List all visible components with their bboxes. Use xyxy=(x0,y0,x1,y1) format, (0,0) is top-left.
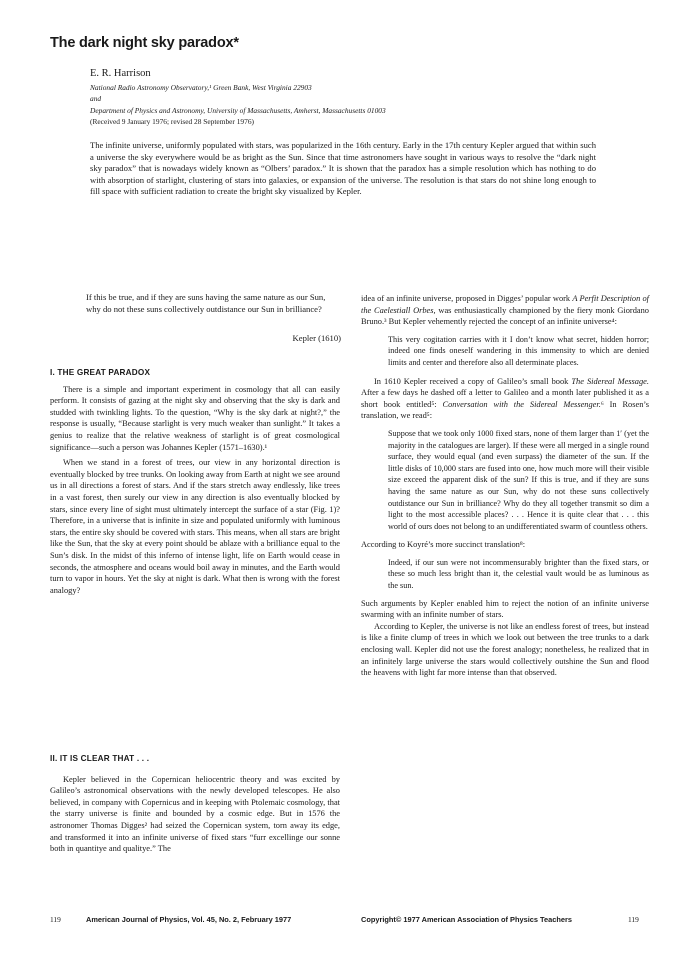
right-p1-rest: was enthusiastically championed by the fiery monk Giordano Bruno.³ But Kepler vehemently rejected the concept of an infinite universe⁴: xyxy=(361,305,649,327)
right-paragraph-2 xyxy=(361,376,649,422)
epigraph-quote: If this be true, and if they are suns having the same nature as our Sun, why do not these suns collectively outdistance our Sun in brilliance? xyxy=(86,292,326,314)
affiliation-1: National Radio Astronomy Observatory,¹ Green Bank, West Virginia 22903 xyxy=(90,83,312,92)
journal-citation-text: American Journal of Physics, Vol. 45, No. 2, February 1977 xyxy=(86,915,292,924)
abstract: The infinite universe, uniformly populated with stars, was popularized in the 16th century. Early in the 17th century Kepler argued that within such a universe the sky everywhere would be as bright as the Sun. Since that time astronomers have sought in various ways to resolve the “dark night sky paradox” that is nowadays widely known as “Olbers’ paradox.” It is shown that the paradox has a simple resolution which has nothing to do with absorption of starlight, clustering of stars into galaxies, or expansion of the universe. The resolution is that stars do not shine long enough to fill space with sufficient radiation to create the bright sky visualized by Kepler. xyxy=(90,140,596,197)
right-paragraph-1 xyxy=(361,293,649,328)
section-1-paragraph-2: When we stand in a forest of trees, our view in any horizontal direction is eventually blocked by tree trunks. On looking away from Earth at night we see around us in all directions a forest of stars. And if the stars stretch away endlessly, like trees in a vast forest, then surely our view in any direction is also eventually blocked by stars, since every line of sight must ultimately intercept the surface of a star (Fig. 1)? Therefore, in a universe that is infinite in size and populated uniformly with luminous stars, the entire sky should be covered with stars. This means, when all stars are bright like the Sun, that the sky at every point should be ablaze with a brilliance equal to the Sun’s disk. In the midst of this inferno of intense light, life on Earth would cease in seconds, the atmosphere and oceans would boil away in minutes, and the Earth would turn to vapor in hours. Yet the sky at night is dark. What then is wrong with the forest analogy? xyxy=(50,458,340,595)
right-p1-text: idea of an infinite universe, proposed in Digges’ popular work xyxy=(361,294,573,303)
sidereal-message-title: The Sidereal Message. xyxy=(571,376,649,386)
epigraph-citation: Kepler (1610) xyxy=(292,333,341,343)
copyright-text: Copyright© 1977 American Association of Physics Teachers xyxy=(361,915,572,924)
right-p2-text-a: In 1610 Kepler received a copy of Galileo’s small book xyxy=(374,376,572,386)
section-2-paragraph-1: Kepler believed in the Copernican heliocentric theory and was excited by Galileo’s astronomical observations with the newly developed telescopes. He also believed, in company with Copernicus and in keeping with Ptolemaic cosmology, that the starry universe is finite and bounded by a cosmic edge. But in 1576 the astronomer Thomas Digges² had seized the Copernican system, torn away its edge, and transformed it into an infinite universe of fixed stars “furr excellinge our sonne both in quantityе and qualitye.” The xyxy=(50,774,340,854)
section-1 xyxy=(50,367,340,596)
right-p2-text-b: After a few days he dashed off a letter to Galileo and a month later published it as a short book entitled⁵: xyxy=(361,388,649,409)
section-1-paragraph-1: There is a simple and important experiment in cosmology that all can easily perform. It consists of gazing at the night sky and observing that the sky is dark and studded with twinkling lights. To the question, “Why is the sky dark at night?,” the response is usually, “Because starlight is very much weaker than sunlight.” It takes a genius to realize that the relative weakness of starlight is of great cosmological significance—such a person was Johannes Kepler (1571–1630).¹ xyxy=(50,384,340,452)
page-number-left: 119 xyxy=(50,915,61,924)
kepler-quote-1: This very cogitation carries with it I don’t know what secret, hidden horror; indeed one finds oneself wandering in this immensity to which are denied limits and center and therefore also all determinate places. xyxy=(388,334,649,367)
kepler-quote-2: Suppose that we took only 1000 fixed stars, none of them larger than 1′ (yet the majority in the catalogues are larger). If these were all merged in a single round surface, they would equal (and even surpass) the diameter of the sun. If the little disks of 10,000 stars are fused into one, how much more will their visible size exceed the apparent disk of the sun? If this is true, and if they are suns having the same nature as our Sun, why do not these suns collectively outdistance our Sun in brilliance? Why do they all together transmit so dim a light to the most accessible places? . . . Hence it is quite clear that . . . this world of ours does not belong to an undifferentiated swarm of countless others. xyxy=(388,428,649,531)
digges-work-title: A Perfit Description of the Caelestiall Orbes, xyxy=(361,294,649,315)
right-paragraph-4: Such arguments by Kepler enabled him to reject the notion of an infinite universe swarming with an infinite number of stars. xyxy=(361,598,649,620)
right-p2-text-c: ⁶ In Rosen’s translation, we read⁵: xyxy=(361,399,649,421)
author-name: E. R. Harrison xyxy=(90,68,151,79)
journal-citation xyxy=(86,915,291,924)
affiliation-and: and xyxy=(90,94,102,103)
paper-title: The dark night sky paradox* xyxy=(50,35,239,51)
copyright-notice xyxy=(361,915,572,924)
right-paragraph-5: According to Kepler, the universe is not like an endless forest of trees, but instead is like a finite clump of trees in which we look out between the tree trunks to a dark enclosing wall. Kepler did not use the forest analogy; nonetheless, he realized that in an infinitely large universe the stars would collectively outshine the Sun and flood the heavens with light far more intense than that observed. xyxy=(361,621,649,678)
page-number-right: 119 xyxy=(628,915,639,924)
conversation-title: Conversation with the Sidereal Messenger. xyxy=(442,399,601,409)
section-2-heading: II. IT IS CLEAR THAT . . . xyxy=(50,754,150,763)
section-2 xyxy=(50,753,340,855)
affiliation-2: Department of Physics and Astronomy, University of Massachusetts, Amherst, Massachusetts 01003 xyxy=(90,106,386,115)
right-column xyxy=(361,293,649,679)
right-paragraph-3: According to Koyré’s more succinct translation⁸: xyxy=(361,540,526,550)
kepler-quote-3: Indeed, if our sun were not incommensurably brighter than the fixed stars, or these so much less bright than it, the celestial vault would be as luminous as the sun. xyxy=(388,557,649,591)
section-1-heading: I. THE GREAT PARADOX xyxy=(50,368,151,377)
received-dates: (Received 9 January 1976; revised 28 September 1976) xyxy=(90,117,254,126)
